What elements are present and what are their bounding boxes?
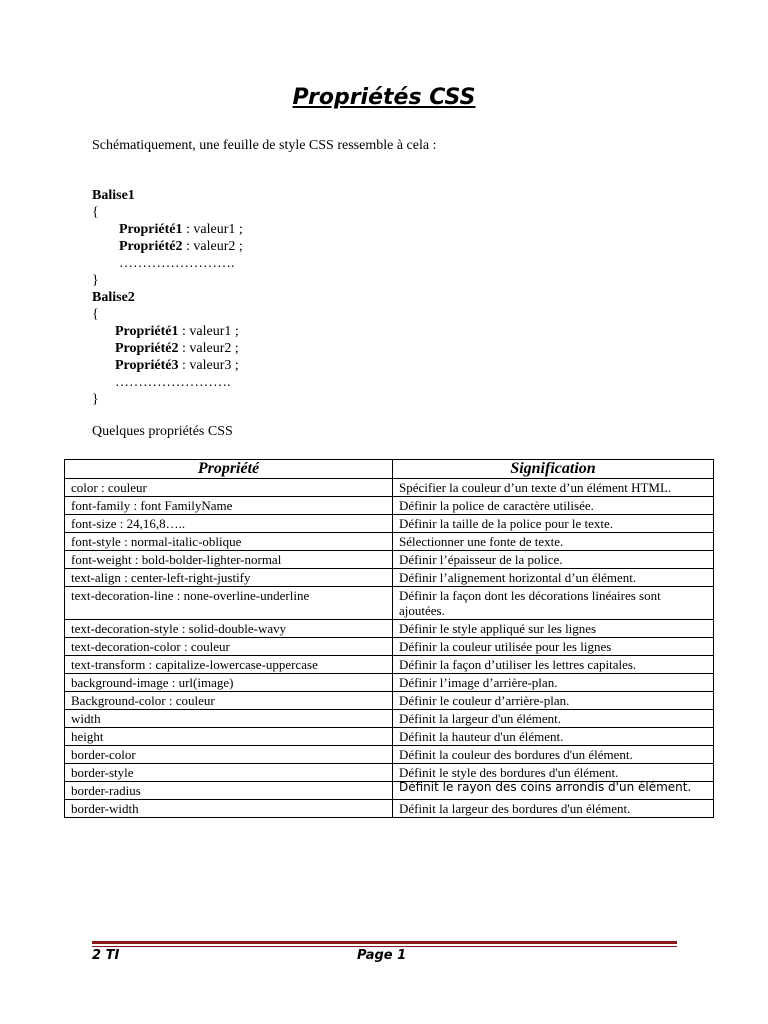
css-properties-table	[64, 459, 714, 818]
meaning-cell: Définir la couleur utilisée pour les lignes	[393, 638, 714, 656]
meaning-cell: Définir la taille de la police pour le texte.	[393, 515, 714, 533]
property-cell: font-family : font FamilyName	[65, 497, 393, 515]
table-row	[65, 710, 714, 728]
selector-balise1: Balise1	[92, 188, 135, 203]
intro-paragraph: Schématiquement, une feuille de style CSS ressemble à cela :	[92, 138, 437, 153]
property-cell: width	[65, 710, 393, 728]
property-cell: text-decoration-style : solid-double-wavy	[65, 620, 393, 638]
meaning-cell: Définit la hauteur d'un élément.	[393, 728, 714, 746]
meaning-cell: Sélectionner une fonte de texte.	[393, 533, 714, 551]
table-row	[65, 800, 714, 818]
property-cell: border-color	[65, 746, 393, 764]
meaning-cell: Spécifier la couleur d’un texte d’un élément HTML.	[393, 479, 714, 497]
table-row	[65, 764, 714, 782]
selector-balise2: Balise2	[92, 290, 135, 305]
footer-rule-thin	[92, 946, 677, 947]
table-row	[65, 782, 714, 800]
table-row	[65, 728, 714, 746]
page-title: Propriétés CSS	[292, 85, 476, 110]
code-property-line: Propriété2 : valeur2 ;	[115, 341, 239, 356]
property-cell: text-decoration-color : couleur	[65, 638, 393, 656]
close-brace: }	[92, 273, 99, 288]
css-schema-example	[92, 187, 243, 408]
section-subtitle: Quelques propriétés CSS	[92, 424, 233, 439]
meaning-cell: Définit la largeur d'un élément.	[393, 710, 714, 728]
table-row	[65, 692, 714, 710]
open-brace: {	[92, 307, 99, 322]
code-property-line: Propriété2 : valeur2 ;	[119, 239, 243, 254]
column-header-signification: Signification	[393, 460, 714, 479]
property-cell: font-size : 24,16,8…..	[65, 515, 393, 533]
ellipsis-line: …………………….	[115, 375, 231, 390]
meaning-cell: Définir le couleur d’arrière-plan.	[393, 692, 714, 710]
meaning-cell: Définir l’alignement horizontal d’un élément.	[393, 569, 714, 587]
meaning-cell: Définir l’image d’arrière-plan.	[393, 674, 714, 692]
property-cell: border-style	[65, 764, 393, 782]
footer-class-label: 2 TI	[92, 948, 120, 963]
table-row	[65, 656, 714, 674]
property-cell: font-style : normal-italic-oblique	[65, 533, 393, 551]
property-cell: font-weight : bold-bolder-lighter-normal	[65, 551, 393, 569]
meaning-cell: Définit le style des bordures d'un élément.	[393, 764, 714, 782]
table-row	[65, 515, 714, 533]
property-cell: text-align : center-left-right-justify	[65, 569, 393, 587]
code-property-line: Propriété1 : valeur1 ;	[119, 222, 243, 237]
table-row	[65, 674, 714, 692]
code-property-line: Propriété3 : valeur3 ;	[115, 358, 239, 373]
table-row	[65, 620, 714, 638]
meaning-cell: Définir la façon d’utiliser les lettres capitales.	[393, 656, 714, 674]
table-row	[65, 479, 714, 497]
meaning-cell: Définit la largeur des bordures d'un élément.	[393, 800, 714, 818]
meaning-cell: Définir le style appliqué sur les lignes	[393, 620, 714, 638]
footer-rule-thick	[92, 941, 677, 944]
table-row	[65, 587, 714, 620]
property-cell: text-transform : capitalize-lowercase-uppercase	[65, 656, 393, 674]
table-header-row	[65, 460, 714, 479]
column-header-propriete: Propriété	[65, 460, 393, 479]
table-row	[65, 746, 714, 764]
meaning-cell: Définit la couleur des bordures d'un élément.	[393, 746, 714, 764]
meaning-cell: Définir la police de caractère utilisée.	[393, 497, 714, 515]
property-cell: color : couleur	[65, 479, 393, 497]
meaning-cell: Définir l’épaisseur de la police.	[393, 551, 714, 569]
meaning-cell: Définir la façon dont les décorations linéaires sont ajoutées.	[393, 587, 714, 620]
table-row	[65, 638, 714, 656]
meaning-cell: Définit le rayon des coins arrondis d'un élément.	[393, 782, 714, 800]
code-property-line: Propriété1 : valeur1 ;	[115, 324, 239, 339]
table-row	[65, 497, 714, 515]
property-cell: height	[65, 728, 393, 746]
property-cell: text-decoration-line : none-overline-underline	[65, 587, 393, 620]
close-brace: }	[92, 392, 99, 407]
property-cell: border-radius	[65, 782, 393, 800]
property-cell: border-width	[65, 800, 393, 818]
table-row	[65, 533, 714, 551]
table-row	[65, 551, 714, 569]
footer-page-number: Page 1	[357, 948, 407, 963]
ellipsis-line: …………………….	[119, 256, 235, 271]
property-cell: background-image : url(image)	[65, 674, 393, 692]
property-cell: Background-color : couleur	[65, 692, 393, 710]
open-brace: {	[92, 205, 99, 220]
table-row	[65, 569, 714, 587]
